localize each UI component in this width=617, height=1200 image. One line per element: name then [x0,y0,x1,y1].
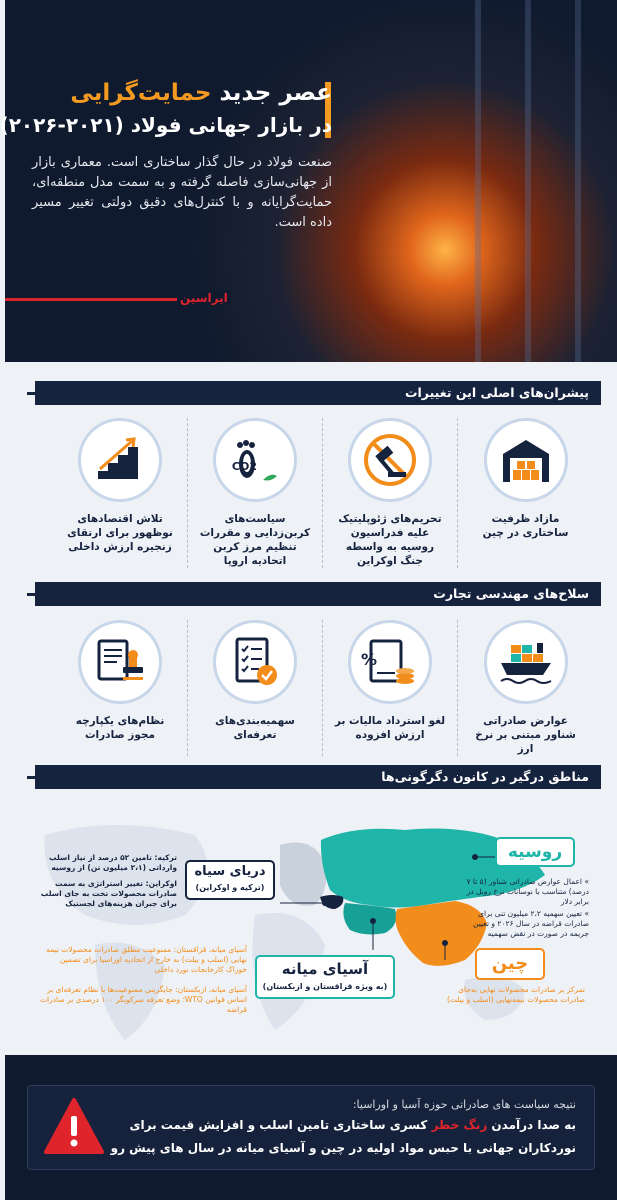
brand-logo: ایراسین [177,291,231,305]
driver-card [458,418,593,568]
central-asia-sub: (به ویژه قزاقستان و ازبکستان) [262,982,388,991]
conclusion-line1: نتیجه سیاست‌ های صادراتی حوزه آسیا و اوراسیا: [352,1098,576,1111]
danger-highlight: زنگ خطر [431,1118,488,1132]
tools-cards [53,620,593,756]
conclusion-line3: نوردکاران جهانی با حبس مواد اولیه در چین و آسیای میانه در سال‌ های پیش رو [110,1141,576,1155]
conclusion-line2: به صدا درآمدن زنگ خطر کسری ساختاری تامین اسلب و افزایش قیمت برای [129,1118,576,1132]
driver-text: سیاست‌های کربن‌زدایی و مقررات تنظیم مرز کربن اتحادیه اروپا [199,513,311,567]
driver-card [323,418,458,568]
russia-label: روسیه [495,837,575,867]
background-beam [475,0,481,362]
checklist-icon [213,620,297,704]
svg-text:CO2: CO2 [231,460,257,473]
black-sea-note: ترکیه: تامین ۵۲ درصد از نیاز اسلب وارداتی (۲،۱ میلیون تن) از روسیه [49,853,177,872]
black-sea-label [185,860,275,900]
document-stamp-icon [78,620,162,704]
section-title-regions: مناطق درگیر در کانون دگرگونی‌ها [35,765,601,789]
svg-text:%: % [360,650,377,669]
section-title-tools: سلاح‌های مهندسی تجارت [35,582,601,606]
driver-text: مازاد ظرفیت ساختاری در چین [482,513,569,539]
background-beam [575,0,581,362]
hero-description: صنعت فولاد در حال گذار ساختاری است. معماری بازار از جهانی‌سازی فاصله گرفته و به سمت مدل منطقه‌ای، حمایت‌گرایانه و با کنترل‌های دقیق دولتی تغییر مسیر داده است. [32,155,332,230]
warning-icon [42,1096,106,1160]
footprint-co2-icon [213,418,297,502]
driver-text: تحریم‌های ژئوپلیتیک علیه فدراسیون روسیه به واسطه جنگ اوکراین [338,513,442,567]
tool-card [188,620,323,756]
china-note: تمرکز بر صادرات محصولات نهایی به‌جای صادرات محصولات نیمه‌نهایی (اسلب و بیلت) [446,985,585,1004]
tool-card [53,620,188,756]
russia-note: » اعمال عوارض صادراتی شناور (۵ تا ۷ درصد) متناسب با نوسانات نرخ روبل در برابر دلار [466,877,589,906]
gavel-no-icon [348,418,432,502]
tool-text: سهمیه‌بندی‌های تعرفه‌ای [215,715,295,741]
black-sea-note: اوکراین: تغییر استراتژی به سمت صادرات محصولات تخت به جای اسلب برای جبران هزینه‌های لجستیک [40,879,177,908]
black-sea-sub: (ترکیه و اوکراین) [195,883,265,892]
central-asia-note: آسیای میانه، ازبکستان: جایگزینی ممنوعیت‌ها با نظام تعرفه‌ای بر اساس قوانین WTO؛ وضع تعرفه سرکوبگر ۱۰۰ درصدی بر صادرات قراضه [39,985,247,1014]
conclusion-footer [5,1055,617,1200]
china-label: چین [475,948,545,980]
hero-title-line2: در بازار جهانی فولاد (۲۰۲۱-۲۰۲۶) [0,113,332,137]
tool-text: عوارض صادراتی شناور مبتنی بر نرخ ارز [475,715,576,755]
black-sea-title: دریای سیاه [194,864,266,879]
hero-banner [0,0,617,362]
central-asia-note: آسیای میانه، قزاقستان: ممنوعیت مطلق صادرات محصولات نیمه نهایی (اسلب و بیلت) به خارج از اتحادیه اوراسیا برای تضمین خوراک کارخانجات نورد داخلی [46,945,247,974]
central-asia-title: آسیای میانه [281,960,369,978]
central-asia-region [343,903,396,934]
tool-card [323,620,458,756]
drivers-cards [53,418,593,568]
conclusion-box [27,1085,595,1170]
driver-card [53,418,188,568]
hero-title-line1: عصر جدید حمایت‌گرایی [70,80,332,106]
section-title-drivers: پیشران‌های اصلی این تغییرات [35,381,601,405]
tool-text: لغو استرداد مالیات بر ارزش افزوده [334,715,446,741]
warehouse-icon [484,418,568,502]
stairs-growth-icon [78,418,162,502]
driver-text: تلاش اقتصادهای نوظهور برای ارتقای زنجیره ارزش داخلی [67,513,173,553]
central-asia-label [255,955,395,999]
background-beam [525,0,531,362]
hero-title-highlight: حمایت‌گرایی [70,80,212,106]
russia-note: » تعیین سهمیه ۲،۲ میلیون تنی برای صادرات قراضه در سال ۲۰۲۶ و تعیین جریمه در صورت در نقض سهمیه [473,909,589,938]
tax-percent-icon [348,620,432,704]
tool-text: نظام‌های یکپارچه مجوز صادرات [75,715,165,741]
driver-card [188,418,323,568]
cargo-ship-icon [484,620,568,704]
tool-card [458,620,593,756]
world-map-area [25,805,597,1050]
